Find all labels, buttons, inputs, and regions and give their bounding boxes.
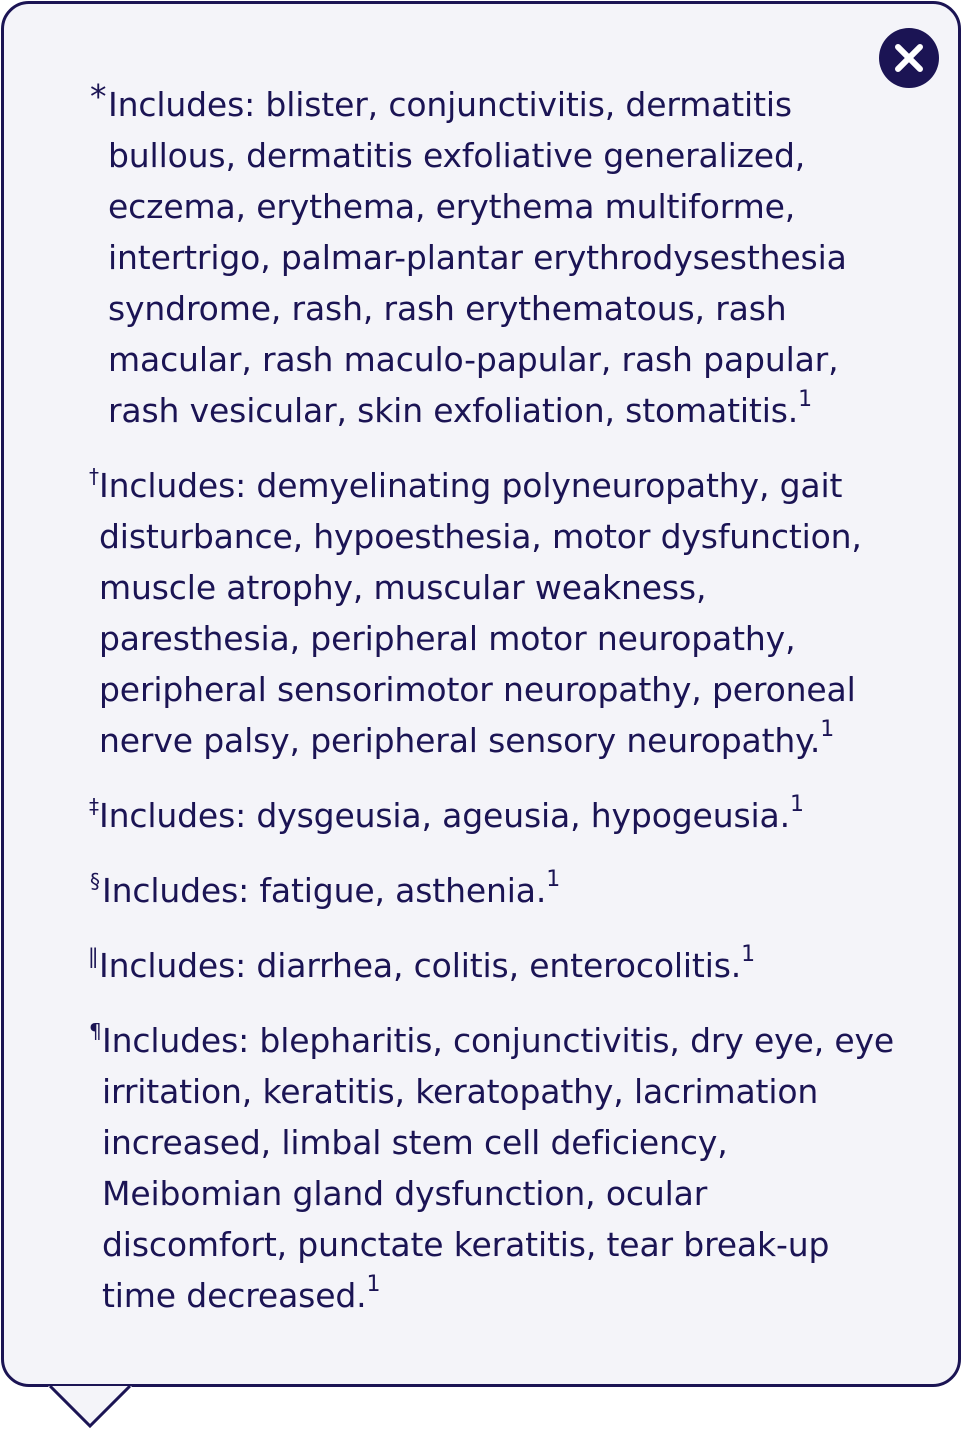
footnote-line: Includes: diarrhea, colitis, enterocolitis. bbox=[99, 946, 742, 985]
reference-superscript: 1 bbox=[741, 942, 755, 967]
reference-superscript: 1 bbox=[546, 867, 561, 892]
footnote-line: increased, limbal stem cell deficiency, bbox=[102, 1123, 728, 1162]
footnote-pilcrow bbox=[89, 1015, 895, 1321]
footnote-line: irritation, keratitis, keratopathy, lacrimation bbox=[102, 1072, 819, 1111]
footnote-line: discomfort, punctate keratitis, tear break-up bbox=[102, 1225, 830, 1264]
footnote-line: macular, rash maculo-papular, rash papular, bbox=[108, 340, 839, 379]
footnote-line: time decreased. bbox=[102, 1276, 367, 1315]
footnote-line: intertrigo, palmar-plantar erythrodysesthesia bbox=[108, 238, 847, 277]
footnote-line: bullous, dermatitis exfoliative generalized, bbox=[108, 136, 806, 175]
footnote-line: rash vesicular, skin exfoliation, stomatitis. bbox=[108, 391, 799, 430]
footnote-line: peripheral sensorimotor neuropathy, peroneal bbox=[99, 670, 856, 709]
footnote-dagger bbox=[89, 460, 862, 766]
reference-superscript: 1 bbox=[366, 1272, 381, 1297]
reference-superscript: 1 bbox=[798, 387, 812, 412]
footnote-mark: † bbox=[89, 464, 99, 488]
footnote-line: nerve palsy, peripheral sensory neuropathy. bbox=[99, 721, 821, 760]
footnote-line: Includes: blepharitis, conjunctivitis, dry eye, eye bbox=[102, 1021, 895, 1060]
footnote-line: Includes: fatigue, asthenia. bbox=[102, 871, 547, 910]
footnote-mark: * bbox=[90, 77, 107, 116]
close-button[interactable] bbox=[879, 28, 939, 88]
footnote-line: syndrome, rash, rash erythematous, rash bbox=[108, 289, 787, 328]
footnote-section bbox=[90, 865, 561, 916]
footnote-line: paresthesia, peripheral motor neuropathy, bbox=[99, 619, 796, 658]
footnote-line: Includes: dysgeusia, ageusia, hypogeusia. bbox=[99, 796, 790, 835]
reference-superscript: 1 bbox=[789, 792, 804, 817]
footnote-mark: § bbox=[90, 869, 100, 893]
footnote-line: Meibomian gland dysfunction, ocular bbox=[102, 1174, 708, 1213]
footnote-line: eczema, erythema, erythema multiforme, bbox=[108, 187, 796, 226]
footnote-line: Includes: demyelinating polyneuropathy, gait bbox=[99, 466, 843, 505]
footnote-mark: || bbox=[88, 944, 96, 968]
footnote-mark: ‡ bbox=[89, 794, 99, 818]
footnote-double-dagger bbox=[89, 790, 804, 841]
footnote-line: muscle atrophy, muscular weakness, bbox=[99, 568, 707, 607]
popover-pointer bbox=[48, 1386, 132, 1430]
reference-superscript: 1 bbox=[820, 717, 835, 742]
footnote-line: Includes: blister, conjunctivitis, dermatitis bbox=[108, 85, 792, 124]
close-icon bbox=[894, 43, 924, 73]
footnote-line: disturbance, hypoesthesia, motor dysfunction, bbox=[99, 517, 862, 556]
footnote-asterisk bbox=[90, 77, 847, 436]
footnote-mark: ¶ bbox=[89, 1019, 102, 1043]
footnote-parallel bbox=[88, 940, 755, 991]
